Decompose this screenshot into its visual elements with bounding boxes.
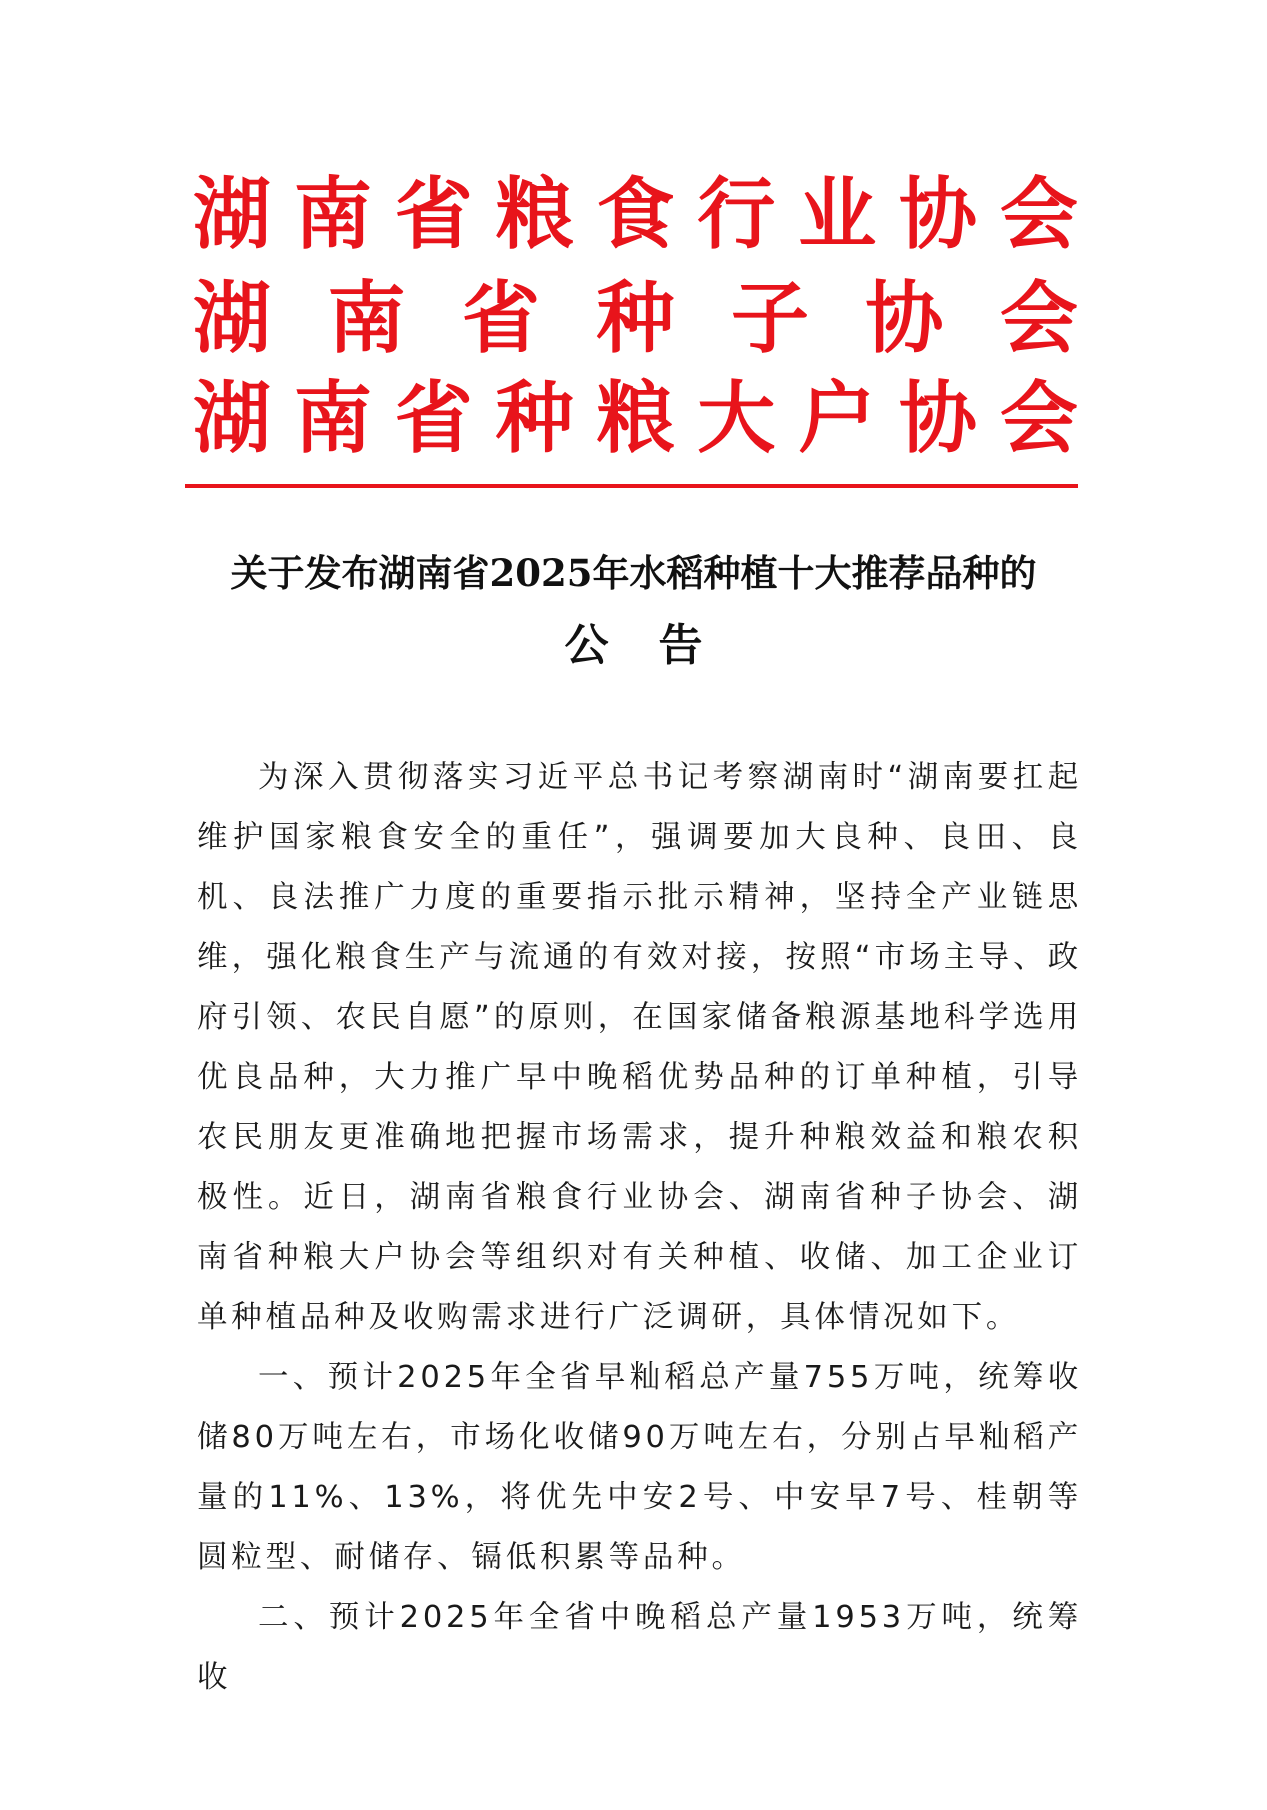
org-name-char: 省 <box>461 274 540 364</box>
body-paragraph-intro: 为深入贯彻落实习近平总书记考察湖南时“湖南要扛起维护国家粮食安全的重任”，强调要加大良种、良田、良机、良法推广力度的重要指示批示精神，坚持全产业链思维，强化粮食生产与流通的有效对接，按照“市场主导、政府引领、农民自愿”的原则，在国家储备粮源基地科学选用优良品种，大力推广早中晚稻优势品种的订单种植，引导农民朋友更准确地把握市场需求，提升种粮效益和粮农积极性。近日，湖南省粮食行业协会、湖南省种子协会、湖南省种粮大户协会等组织对有关种植、收储、加工企业订单种植品种及收购需求进行广泛调研，具体情况如下。 <box>197 760 1082 1335</box>
body-paragraph-item-2: 二、预计2025年全省中晚稻总产量1953万吨，统筹收 <box>197 1600 1082 1695</box>
org-name-char: 省 <box>394 170 473 260</box>
org-name-char: 种 <box>495 374 574 464</box>
org-name-grain-industry-association <box>193 170 1078 260</box>
org-name-char: 户 <box>798 374 877 464</box>
org-name-char: 业 <box>798 170 877 260</box>
document-title: 关于发布湖南省2025年水稻种植十大推荐品种的 <box>230 551 1037 595</box>
document-body <box>197 748 1082 1708</box>
org-name-char: 子 <box>730 274 809 364</box>
org-name-char: 会 <box>999 374 1078 464</box>
org-name-char: 粮 <box>596 374 675 464</box>
body-paragraph-item-1: 一、预计2025年全省早籼稻总产量755万吨，统筹收储80万吨左右，市场化收储90万吨左右，分别占早籼稻产量的11%、13%，将优先中安2号、中安早7号、桂朝等圆粒型、耐储存、镉低积累等品种。 <box>197 1360 1082 1575</box>
red-header-divider <box>185 484 1078 488</box>
org-name-char: 食 <box>596 170 675 260</box>
org-name-char: 南 <box>327 274 406 364</box>
org-name-char: 湖 <box>193 374 272 464</box>
document-title-notice: 公告 <box>564 620 753 671</box>
org-name-char: 粮 <box>495 170 574 260</box>
org-name-char: 省 <box>394 374 473 464</box>
org-name-char: 协 <box>865 274 944 364</box>
org-name-char: 湖 <box>193 274 272 364</box>
org-name-char: 大 <box>697 374 776 464</box>
org-name-grain-grower-association <box>193 374 1078 464</box>
org-name-char: 南 <box>293 170 372 260</box>
org-name-char: 南 <box>293 374 372 464</box>
org-name-char: 会 <box>999 274 1078 364</box>
org-name-char: 协 <box>899 374 978 464</box>
org-name-char: 协 <box>899 170 978 260</box>
org-name-char: 湖 <box>193 170 272 260</box>
org-name-seed-association <box>193 274 1078 364</box>
org-name-char: 种 <box>596 274 675 364</box>
org-name-char: 会 <box>999 170 1078 260</box>
org-name-char: 行 <box>697 170 776 260</box>
